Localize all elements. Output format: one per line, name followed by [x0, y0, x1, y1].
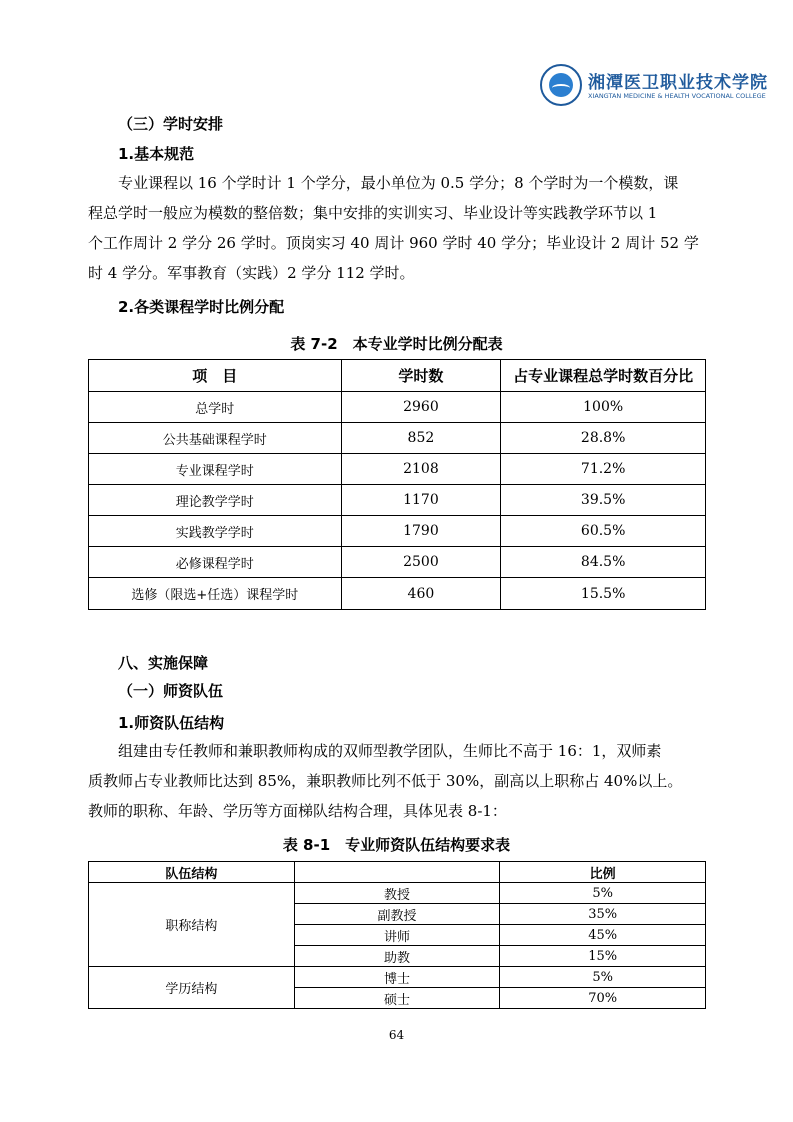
group-label: 职称结构 [89, 883, 295, 967]
table-cell: 71.2% [501, 454, 706, 485]
table-cell: 15.5% [501, 578, 706, 610]
column-header: 学时数 [341, 360, 501, 392]
table-cell: 28.8% [501, 423, 706, 454]
table-cell: 5% [500, 883, 706, 904]
section-heading-hours: （三）学时安排 [118, 115, 224, 133]
table-cell: 460 [341, 578, 501, 610]
table-cell: 100% [501, 392, 706, 423]
college-emblem-icon [540, 64, 582, 106]
table-header-row [89, 360, 706, 392]
subheading-faculty: （一）师资队伍 [118, 682, 224, 700]
college-logo [540, 64, 768, 108]
table-row [89, 967, 706, 988]
table-cell: 选修（限选+任选）课程学时 [89, 578, 342, 610]
table-cell: 2108 [341, 454, 501, 485]
table-cell: 15% [500, 946, 706, 967]
table-cell: 2960 [341, 392, 501, 423]
text-line: 组建由专任教师和兼职教师构成的双师型教学团队，生师比不高于 16：1，双师素 [118, 742, 662, 760]
column-header: 项 目 [89, 360, 342, 392]
table-cell: 39.5% [501, 485, 706, 516]
table-row [89, 423, 706, 454]
column-header: 占专业课程总学时数百分比 [501, 360, 706, 392]
text-line: 程总学时一般应为模数的整倍数；集中安排的实训实习、毕业设计等实践教学环节以 1 [88, 204, 658, 222]
table-cell: 总学时 [89, 392, 342, 423]
logo-name: 湘潭医卫职业技术学院 [588, 73, 768, 93]
table-cell: 专业课程学时 [89, 454, 342, 485]
table-cell: 70% [500, 988, 706, 1009]
text-line: 专业课程以 16 个学时计 1 个学分，最小单位为 0.5 学分；8 个学时为一个模数，课 [118, 174, 679, 192]
subheading-basic-norms: 1.基本规范 [118, 145, 195, 163]
table-cell: 助教 [294, 946, 500, 967]
text-line: 时 4 学分。军事教育（实践）2 学分 112 学时。 [88, 264, 415, 282]
table-row [89, 485, 706, 516]
table-row [89, 547, 706, 578]
table-cell: 讲师 [294, 925, 500, 946]
table-cell: 60.5% [501, 516, 706, 547]
table-8-1-caption: 表 8-1 专业师资队伍结构要求表 [282, 836, 511, 854]
subheading-hour-ratio: 2.各类课程学时比例分配 [118, 298, 285, 316]
table-cell: 35% [500, 904, 706, 925]
group-label: 学历结构 [89, 967, 295, 1009]
table-cell: 2500 [341, 547, 501, 578]
table-8-1 [88, 861, 706, 1009]
table-row [89, 883, 706, 904]
table-cell: 教授 [294, 883, 500, 904]
section-heading-guarantee: 八、实施保障 [118, 654, 209, 672]
column-header [294, 862, 500, 883]
table-cell: 副教授 [294, 904, 500, 925]
page-number: 64 [388, 1028, 405, 1042]
table-cell: 5% [500, 967, 706, 988]
table-cell: 1170 [341, 485, 501, 516]
table-7-2 [88, 359, 706, 610]
table-7-2-caption: 表 7-2 本专业学时比例分配表 [290, 335, 503, 353]
paragraph-faculty-structure [88, 736, 682, 826]
table-cell: 理论教学学时 [89, 485, 342, 516]
column-header: 比例 [500, 862, 706, 883]
table-header-row [89, 862, 706, 883]
paragraph-basic-norms [88, 168, 699, 288]
text-line: 个工作周计 2 学分 26 学时。顶岗实习 40 周计 960 学时 40 学分；毕业设计 2 周计 52 学 [88, 234, 699, 252]
table-cell: 45% [500, 925, 706, 946]
subheading-faculty-structure: 1.师资队伍结构 [118, 714, 225, 732]
table-cell: 实践教学学时 [89, 516, 342, 547]
table-cell: 公共基础课程学时 [89, 423, 342, 454]
table-row [89, 454, 706, 485]
table-cell: 博士 [294, 967, 500, 988]
text-line: 质教师占专业教师比达到 85%，兼职教师比列不低于 30%，副高以上职称占 40%以上。 [88, 772, 683, 790]
text-line: 教师的职称、年龄、学历等方面梯队结构合理，具体见表 8-1： [88, 802, 507, 820]
table-cell: 必修课程学时 [89, 547, 342, 578]
table-row [89, 578, 706, 610]
table-cell: 852 [341, 423, 501, 454]
logo-english-name: XIANGTAN MEDICINE & HEALTH VOCATIONAL COLLEGE [588, 92, 766, 100]
table-row [89, 516, 706, 547]
table-row [89, 392, 706, 423]
table-cell: 84.5% [501, 547, 706, 578]
column-header: 队伍结构 [89, 862, 295, 883]
table-cell: 1790 [341, 516, 501, 547]
table-cell: 硕士 [294, 988, 500, 1009]
